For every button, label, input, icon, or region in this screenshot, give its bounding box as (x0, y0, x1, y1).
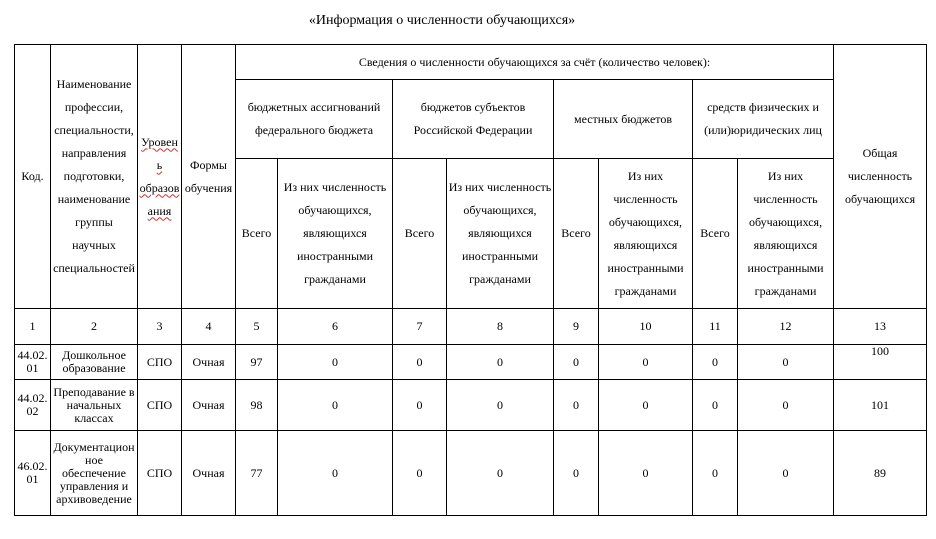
row-c12: 0 (738, 380, 834, 431)
row-c5: 98 (236, 380, 278, 431)
header-private-total: Всего (693, 159, 738, 309)
row-c9: 0 (554, 345, 599, 380)
row-level: СПО (138, 380, 182, 431)
row-code: 46.02.01 (15, 431, 51, 516)
row-c10: 0 (599, 380, 693, 431)
document-title: «Информация о численности обучающихся» (308, 13, 576, 28)
col-number: 8 (447, 309, 554, 345)
col-number: 9 (554, 309, 599, 345)
row-c12: 0 (738, 431, 834, 516)
row-c8: 0 (447, 345, 554, 380)
col-number: 5 (236, 309, 278, 345)
row-c12: 0 (738, 345, 834, 380)
col-number: 2 (51, 309, 138, 345)
row-c10: 0 (599, 345, 693, 380)
row-c9: 0 (554, 380, 599, 431)
row-c13: 101 (834, 380, 927, 431)
header-funding-group: Сведения о численности обучающихся за счёт (количество человек): (236, 45, 834, 80)
row-c13: 89 (834, 431, 927, 516)
header-local-total: Всего (554, 159, 599, 309)
header-regional-foreign: Из них численность обучающихся, являющихся иностранными гражданами (447, 159, 554, 309)
row-c7: 0 (393, 380, 447, 431)
header-code: Код. (15, 45, 51, 309)
header-local: местных бюджетов (554, 80, 693, 159)
header-private: средств физических и (или)юридических лиц (693, 80, 834, 159)
row-c5: 97 (236, 345, 278, 380)
row-c6: 0 (278, 345, 393, 380)
row-level: СПО (138, 345, 182, 380)
row-code: 44.02.01 (15, 345, 51, 380)
col-number: 3 (138, 309, 182, 345)
header-federal: бюджетных ассигнований федерального бюджета (236, 80, 393, 159)
header-level: Уровень образования (138, 45, 182, 309)
row-c11: 0 (693, 431, 738, 516)
row-c13: 100 (834, 345, 927, 380)
header-local-foreign: Из них численность обучающихся, являющихся иностранными гражданами (599, 159, 693, 309)
col-number: 13 (834, 309, 927, 345)
row-c6: 0 (278, 380, 393, 431)
header-regional-total: Всего (393, 159, 447, 309)
row-c6: 0 (278, 431, 393, 516)
header-total-all: Общая численность обучающихся (834, 45, 927, 309)
row-form: Очная (182, 380, 236, 431)
table-row (15, 345, 927, 380)
row-c9: 0 (554, 431, 599, 516)
header-form: Формы обучения (182, 45, 236, 309)
header-private-foreign: Из них численность обучающихся, являющихся иностранными гражданами (738, 159, 834, 309)
row-name: Преподавание в начальных классах (51, 380, 138, 431)
col-number: 11 (693, 309, 738, 345)
row-form: Очная (182, 431, 236, 516)
students-count-table (14, 44, 927, 516)
header-name: Наименование профессии, специальности, направления подготовки, наименование группы научных специальностей (51, 45, 138, 309)
row-name: Дошкольное образование (51, 345, 138, 380)
row-c8: 0 (447, 431, 554, 516)
col-number: 7 (393, 309, 447, 345)
row-c8: 0 (447, 380, 554, 431)
row-level: СПО (138, 431, 182, 516)
row-c11: 0 (693, 380, 738, 431)
table-row (15, 431, 927, 516)
row-c5: 77 (236, 431, 278, 516)
col-number: 12 (738, 309, 834, 345)
table-row (15, 380, 927, 431)
header-federal-total: Всего (236, 159, 278, 309)
col-number: 10 (599, 309, 693, 345)
col-number: 6 (278, 309, 393, 345)
header-federal-foreign: Из них численность обучающихся, являющихся иностранными гражданами (278, 159, 393, 309)
row-c7: 0 (393, 345, 447, 380)
col-number: 1 (15, 309, 51, 345)
row-form: Очная (182, 345, 236, 380)
row-name: Документационное обеспечение управления и архивоведение (51, 431, 138, 516)
row-c7: 0 (393, 431, 447, 516)
col-number: 4 (182, 309, 236, 345)
row-c11: 0 (693, 345, 738, 380)
row-code: 44.02.02 (15, 380, 51, 431)
row-c10: 0 (599, 431, 693, 516)
header-regional: бюджетов субъектов Российской Федерации (393, 80, 554, 159)
